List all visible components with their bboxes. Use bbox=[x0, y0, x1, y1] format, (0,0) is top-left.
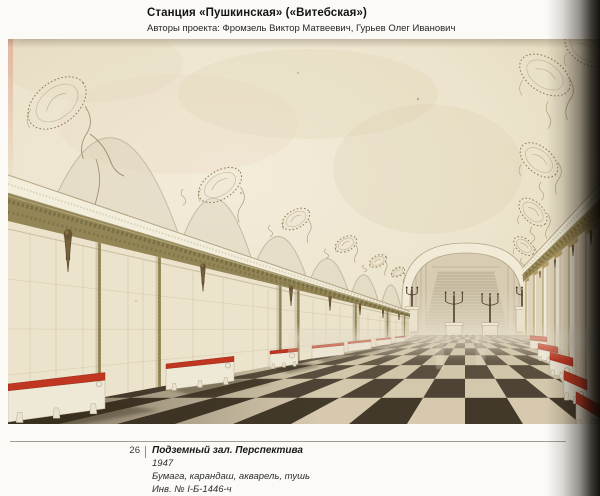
page-title: Станция «Пушкинская» («Витебская») bbox=[147, 7, 367, 19]
caption-title: Подземный зал. Перспектива bbox=[152, 445, 303, 456]
plate-caption bbox=[122, 444, 310, 496]
authors-line: Авторы проекта: Фромзель Виктор Матвеевич, Гурьев Олег Иванович bbox=[147, 23, 456, 34]
caption-rule bbox=[10, 441, 566, 442]
plate-header bbox=[147, 7, 455, 34]
artwork-pushkinskaya-perspective bbox=[8, 39, 600, 424]
plate-number: 26 bbox=[129, 445, 140, 456]
caption-year: 1947 bbox=[152, 458, 174, 469]
caption-divider bbox=[145, 446, 146, 458]
caption-inventory: Инв. № I-Б-1446-ч bbox=[152, 484, 232, 495]
caption-materials: Бумага, карандаш, акварель, тушь bbox=[152, 471, 310, 482]
atmospheric-haze bbox=[288, 323, 600, 361]
